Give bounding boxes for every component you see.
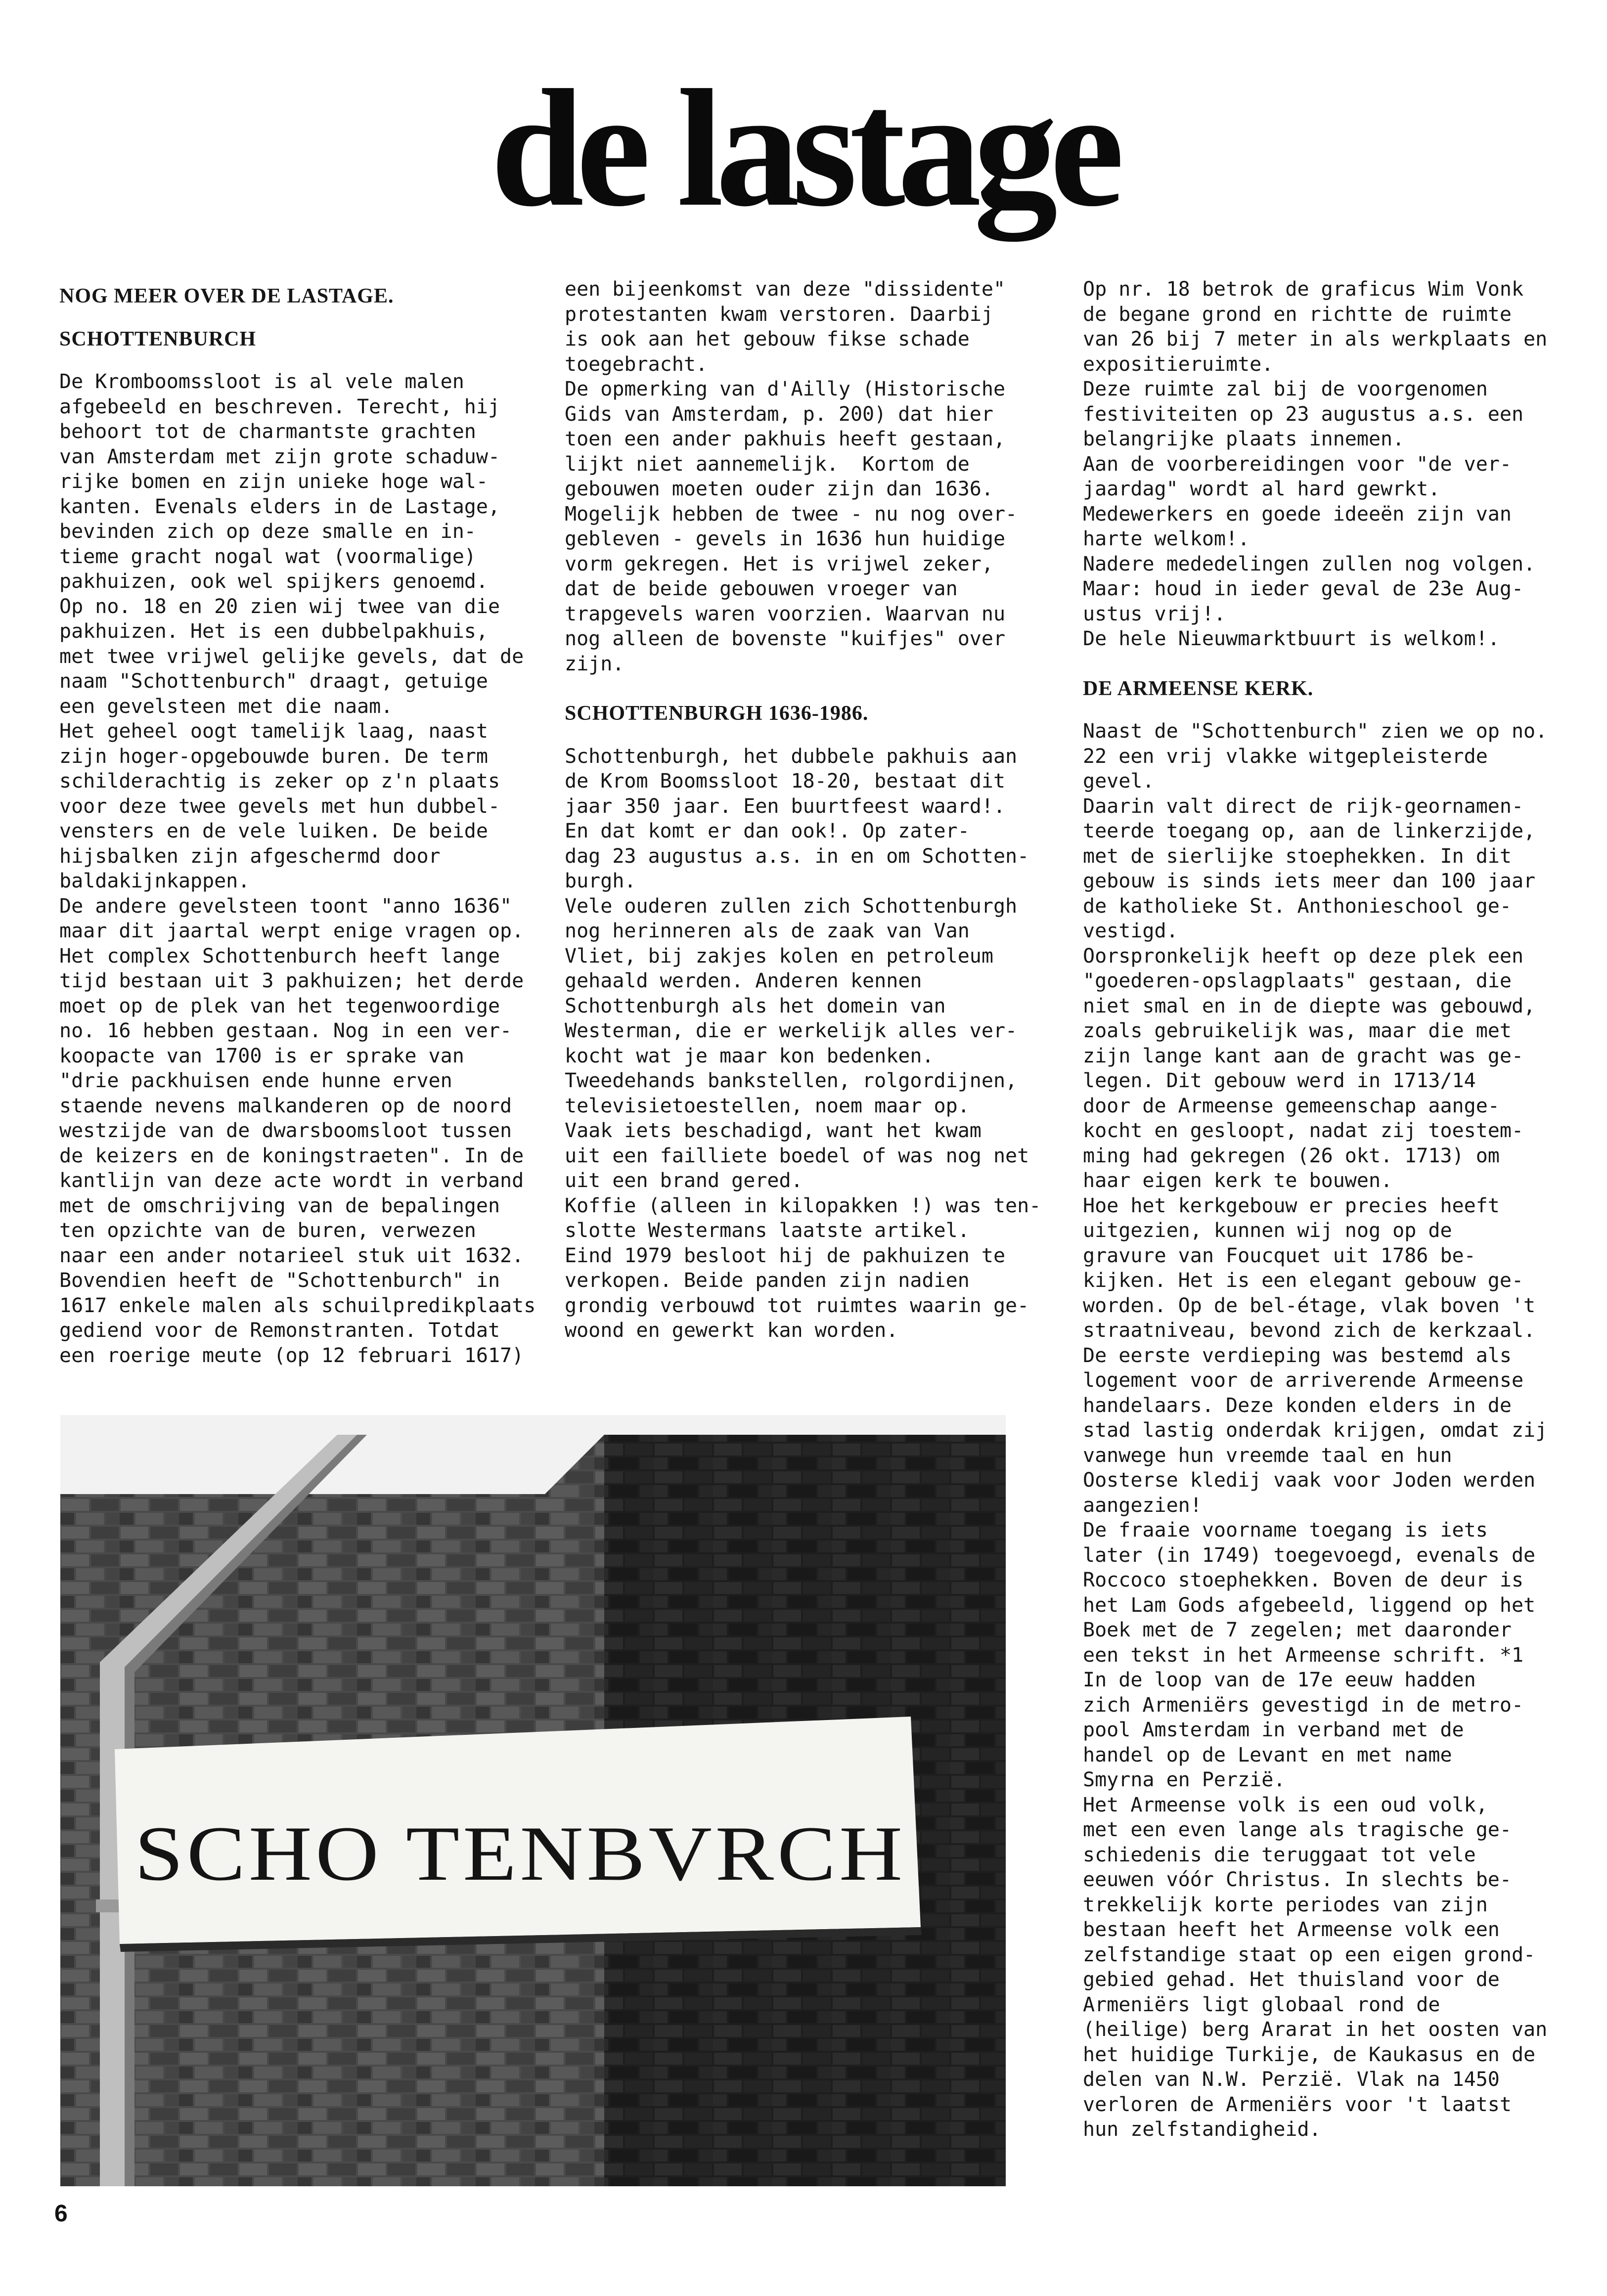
section-heading-nog-meer: NOG MEER OVER DE LASTAGE. bbox=[59, 285, 394, 308]
column-2-body-text-1: een bijeenkomst van deze "dissidente" protestanten kwam verstoren. Daarbij is ook aan het gebouw fikse schade toegebracht. De opmerking van d'Ailly (Historische Gids van Amsterdam, p. 200) dat hier toen een ander pakhuis heeft gestaan, lijkt niet aannemelijk. Kortom de gebouwen moeten ouder zijn dan 1636. Mogelijk hebben de twee - nu nog over- gebleven - gevels in 1636 hun huidige vorm gekregen. Het is vrijwel zeker, dat de beide gebouwen vroeger van trapgevels waren voorzien. Waarvan nu nog alleen de bovenste "kuifjes" over zijn. bbox=[565, 278, 1018, 675]
section-heading-schottenburgh-1636: SCHOTTENBURGH 1636-1986. bbox=[565, 702, 869, 725]
section-heading-armeense-kerk: DE ARMEENSE KERK. bbox=[1083, 677, 1314, 700]
article-column-1 bbox=[59, 277, 539, 1368]
article-column-3 bbox=[1083, 277, 1562, 2142]
column-3-body-text-1: Op nr. 18 betrok de graficus Wim Vonk de begane grond en richtte de ruimte van 26 bij 7 meter in als werkplaats en expositieruimte. Deze ruimte zal bij de voorgenomen festiviteiten op 23 augustus a.s. een belangrijke plaats innemen. Aan de voorbereidingen voor "de ver- jaardag" wordt al hard gewrkt. Medewerkers en goede ideeën zijn van harte welkom!. Nadere mededelingen zullen nog volgen. Maar: houd in ieder geval de 23e Aug- ustus vrij!. De hele Nieuwmarktbuurt is welkom!. bbox=[1083, 278, 1548, 650]
section-heading-schottenburch: SCHOTTENBURCH bbox=[59, 327, 257, 351]
column-3-body-text-2: Naast de "Schottenburch" zien we op no. 22 een vrij vlakke witgepleisterde gevel. Daarin valt direct de rijk-geornamen- teerde toegang op, aan de linkerzijde, met de sierlijke stoephekken. In dit gebouw is sinds iets meer dan 100 jaar de katholieke St. Anthonieschool ge- vestigd. Oorspronkelijk heeft op deze plek een "goederen-opslagplaats" gestaan, die niet smal en in de diepte was gebouwd, zoals gebruikelijk was, maar die met zijn lange kant aan de gracht was ge- legen. Dit gebouw werd in 1713/14 door de Armeense gemeenschap aange- kocht en gesloopt, nadat zij toestem- ming had gekregen (26 okt. 1713) om haar eigen kerk te bouwen. Hoe het kerkgebouw er precies heeft uitgezien, kunnen wij nog op de gravure van Foucquet uit 1786 be- kijken. Het is een elegant gebouw ge- worden. Op de bel-étage, vlak boven 't straatniveau, bevond zich de kerkzaal. De eerste verdieping was bestemd als logement voor de arriverende Armeense handelaars. Deze konden elders in de stad lastig onderdak krijgen, omdat zij vanwege hun vreemde taal en hun Oosterse kledij vaak voor Joden werden aangezien! De fraaie voorname toegang is iets later (in 1749) toegevoegd, evenals de Roccoco stoephekken. Boven de deur is het Lam Gods afgebeeld, liggend op het Boek met de 7 zegelen; met daaronder een tekst in het Armeense schrift. *1 In de loop van de 17e eeuw hadden zich Armeniërs gevestigd in de metro- pool Amsterdam in verband met de handel op de Levant en met name Smyrna en Perzië. Het Armeense volk is een oud volk, met een even lange als tragische ge- schiedenis die teruggaat tot vele eeuwen vóór Christus. In slechts be- trekkelijk korte periodes van zijn bestaan heeft het Armeense volk een zelfstandige staat op een eigen grond- gebied gehad. Het thuisland voor de Armeniërs ligt globaal rond de (heilige) berg Ararat in het oosten van het huidige Turkije, de Kaukasus en de delen van N.W. Perzië. Vlak na 1450 verloren de Armeniërs voor 't laatst hun zelfstandigheid. bbox=[1083, 720, 1548, 2141]
page-number: 6 bbox=[54, 2201, 68, 2227]
column-2-body-text-2: Schottenburgh, het dubbele pakhuis aan de Krom Boomssloot 18-20, bestaat dit jaar 350 jaar. Een buurtfeest waard!. En dat komt er dan ook!. Op zater- dag 23 augustus a.s. in en om Schotten- burgh. Vele ouderen zullen zich Schottenburgh nog herinneren als de zaak van Van Vliet, bij zakjes kolen en petroleum gehaald werden. Anderen kennen Schottenburgh als het domein van Westerman, die er werkelijk alles ver- kocht wat je maar kon bedenken. Tweedehands bankstellen, rolgordijnen, televisietoestellen, noem maar op. Vaak iets beschadigd, want het kwam uit een failliete boedel of was nog net uit een brand gered. Koffie (alleen in kilopakken !) was ten- slotte Westermans laatste artikel. Eind 1979 besloot hij de pakhuizen te verkopen. Beide panden zijn nadien grondig verbouwd tot ruimtes waarin ge- woond en gewerkt kan worden. bbox=[565, 745, 1041, 1342]
gevelsteen-photo bbox=[60, 1415, 1006, 2186]
article-column-2 bbox=[565, 277, 1059, 1343]
column-1-body-text: De Kromboomssloot is al vele malen afgebeeld en beschreven. Terecht, hij behoort tot de charmantste grachten van Amsterdam met zijn grote schaduw- rijke bomen en zijn unieke hoge wal- kanten. Evenals elders in de Lastage, bevinden zich op deze smalle en in- tieme gracht nogal wat (voormalige) pakhuizen, ook wel spijkers genoemd. Op no. 18 en 20 zien wij twee van die pakhuizen. Het is een dubbelpakhuis, met twee vrijwel gelijke gevels, dat de naam "Schottenburch" draagt, getuige een gevelsteen met die naam. Het geheel oogt tamelijk laag, naast zijn hoger-opgebouwde buren. De term schilderachtig is zeker op z'n plaats voor deze twee gevels met hun dubbel- vensters en de vele luiken. De beide hijsbalken zijn afgeschermd door baldakijnkappen. De andere gevelsteen toont "anno 1636" maar dit jaartal werpt enige vragen op. Het complex Schottenburch heeft lange tijd bestaan uit 3 pakhuizen; het derde moet op de plek van het tegenwoordige no. 16 hebben gestaan. Nog in een ver- koopacte van 1700 is er sprake van "drie packhuisen ende hunne erven staende nevens malkanderen op de noord westzijde van de dwarsboomsloot tussen de keizers en de koningstraeten". In de kantlijn van deze acte wordt in verband met de omschrijving van de bepalingen ten opzichte van de buren, verwezen naar een ander notarieel stuk uit 1632. Bovendien heeft de "Schottenburch" in 1617 enkele malen als schuilpredikplaats gediend voor de Remonstranten. Totdat een roerige meute (op 12 februari 1617) bbox=[59, 370, 536, 1367]
gevelsteen-inscription: SCHO TENBVRCH bbox=[134, 1810, 906, 1897]
masthead-title: de lastage bbox=[491, 55, 1116, 241]
